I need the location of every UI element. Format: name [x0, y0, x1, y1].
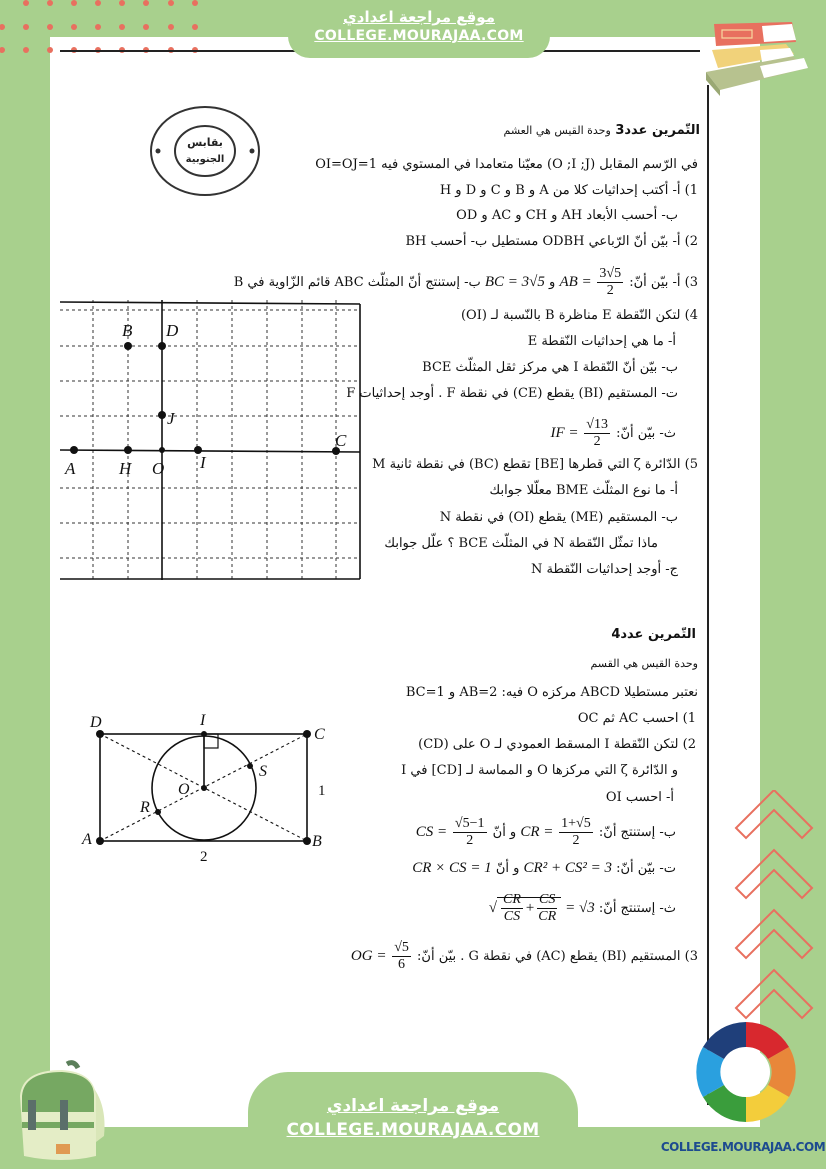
formula-sqrt: √ $\frac{CR}{CS}$ + $\frac{CS}{CR}$ = √3 — [488, 892, 595, 924]
formula-cs: CS = $\frac{√5-1}{2}$ — [415, 816, 485, 848]
item-number: 1) — [684, 183, 698, 198]
formula-bc: BC = 3√5 — [484, 273, 545, 290]
site-name-arabic[interactable]: موقع مراجعة اعدادي — [326, 1096, 500, 1116]
site-url-link[interactable]: COLLEGE.MOURAJAA.COM — [286, 1120, 540, 1140]
exercise3-title-text: التّمرين عدد3 — [615, 123, 700, 138]
ex4-item-2 — [418, 737, 696, 752]
formula-ab: AB = $\frac{3√5}{2}$ — [559, 266, 622, 298]
item-text: أ- بيّن أنّ: — [629, 274, 681, 290]
item-text: ت- بيّن أنّ: — [616, 861, 676, 876]
ex4-item-1 — [578, 711, 696, 726]
exercise3-unit: وحدة القيس هي العشم — [503, 124, 611, 137]
stamp-inner-line2: الجنوبية — [185, 154, 225, 165]
item-number: 5) — [684, 457, 698, 472]
height-label: 1 — [318, 783, 326, 799]
coordinate-grid-figure — [60, 300, 365, 585]
label-r: R — [140, 799, 150, 816]
formula-sum-squares: CR² + CS² = 3 — [523, 860, 612, 876]
ex3-item-3 — [234, 266, 698, 299]
stamp-inner-line1: بقابس — [187, 136, 223, 149]
ex3-item-5b-q: ماذا تمثّل النّقطة N في المثلّث BCE ؟ علّل جوابك — [384, 536, 658, 551]
point-label-c: C — [335, 431, 347, 450]
subjects-wheel-logo — [694, 1020, 799, 1125]
footer-logo-text[interactable]: COLLEGE.MOURAJAA.COM — [660, 1140, 826, 1154]
point-label-o: O — [152, 459, 165, 478]
item-text: ث- إستنتج أنّ: — [598, 900, 676, 916]
label-b: B — [312, 833, 322, 850]
item-number: 1) — [682, 711, 696, 726]
ex4-item-3 — [351, 940, 698, 973]
item-tail: ب- إستنتج أنّ المثلّث ABC قائم الزّاوية في B — [233, 274, 481, 290]
point-label-h: H — [119, 459, 132, 478]
site-name-arabic[interactable]: موقع مراجعة اعدادي — [343, 8, 495, 26]
site-header-banner[interactable] — [288, 0, 550, 58]
label-s: S — [259, 763, 267, 780]
formula-cr: CR = $\frac{1+√5}{2}$ — [520, 816, 591, 848]
item-text: لتكن النّقطة I المسقط العمودي لـ O على (CD) — [418, 737, 679, 752]
site-url-link[interactable]: COLLEGE.MOURAJAA.COM — [314, 28, 524, 44]
rectangle-circle-figure — [78, 708, 338, 868]
site-footer-banner[interactable] — [248, 1072, 578, 1169]
item-text: المستقيم (BI) يقطع (AC) في نقطة G . بيّن أنّ: — [417, 948, 681, 964]
item-number: 3) — [684, 274, 698, 290]
width-label: 2 — [200, 849, 208, 865]
item-number: 3) — [684, 948, 698, 964]
exercise4-unit: وحدة القيس هي القسم — [590, 657, 698, 670]
exercise4-intro: نعتبر مستطيلا ABCD مركزه O فيه: AB=2 و BC=1 — [405, 685, 698, 700]
formula-product: CR × CS = 1 — [412, 860, 492, 876]
books-stack-icon — [700, 10, 815, 100]
backpack-icon — [12, 1056, 112, 1166]
school-stamp — [148, 104, 263, 199]
ex3-item-1a — [440, 183, 698, 198]
item-text: لتكن النّقطة E مناظرة B بالنّسبة لـ (OI) — [460, 308, 681, 323]
ex3-item-5 — [372, 457, 698, 472]
point-label-j: J — [167, 409, 175, 428]
exercise3-intro: في الرّسم المقابل (O ;I ;J) معيّنا متعامدا في المستوي فيه OI=OJ=1 — [315, 157, 698, 172]
item-text: ث- بيّن أنّ: — [616, 425, 676, 441]
ex3-item-5c: ج- أوجد إحداثيات النّقطة N — [531, 562, 678, 577]
point-label-d: D — [166, 321, 179, 340]
page-right-rule — [707, 85, 709, 1105]
formula-if: IF = $\frac{√13}{2}$ — [550, 417, 608, 449]
conjunction: و — [549, 274, 556, 290]
exercise4-title: التّمرين عدد4 — [611, 627, 696, 642]
label-o: O — [178, 781, 190, 798]
ex3-item-4a: أ- ما هي إحداثيات النّقطة E — [527, 334, 676, 349]
ex3-item-4b: ب- بيّن أنّ النّقطة I هي مركز ثقل المثلّث BCE — [422, 360, 678, 375]
label-i: I — [200, 712, 206, 729]
ex3-item-4d — [551, 417, 677, 450]
ex3-item-1b: ب- أحسب الأبعاد AH و CH و AC و OD — [456, 208, 678, 223]
label-d: D — [90, 714, 102, 731]
conjunction: و أنّ — [492, 824, 517, 840]
item-text: احسب AC ثم OC — [577, 711, 679, 726]
chevron-up-decoration-icon — [732, 790, 822, 1040]
point-label-a: A — [65, 459, 76, 478]
item-text: ب- إستنتج أنّ: — [598, 824, 676, 840]
item-text: أ- بيّن أنّ الرّباعي ODBH مستطيل ب- أحسب BH — [405, 234, 681, 249]
item-text: الدّائرة ζ التي قطرها [BE] تقطع (BC) في نقطة ثانية M — [372, 457, 681, 472]
ex3-item-5a: أ- ما نوع المثلّث BME معلّلا جوابك — [489, 483, 678, 498]
ex3-item-4 — [461, 308, 698, 323]
item-number: 2) — [684, 234, 698, 249]
exercise3-title — [504, 123, 700, 138]
item-number: 2) — [682, 737, 696, 752]
point-label-b: B — [122, 321, 133, 340]
ex4-item-2-circle: و الدّائرة ζ التي مركزها O و المماسة لـ [CD] في I — [401, 763, 678, 778]
formula-og: OG = $\frac{√5}{6}$ — [350, 940, 409, 972]
item-number: 4) — [684, 308, 698, 323]
ex3-item-2 — [405, 234, 698, 249]
ex4-item-2a: أ- احسب OI — [605, 790, 674, 805]
label-a: A — [82, 831, 92, 848]
ex4-item-2b — [416, 816, 676, 849]
ex3-item-5b: ب- المستقيم (ME) يقطع (OI) في نقطة N — [439, 510, 678, 525]
ex3-item-4c: ت- المستقيم (BI) يقطع (CE) في نقطة F . أوجد إحداثيات F — [346, 386, 678, 401]
point-label-i: I — [200, 453, 206, 472]
ex4-item-2c — [412, 860, 676, 877]
conjunction: و أنّ — [495, 861, 520, 876]
ex4-item-2d — [489, 892, 676, 925]
label-c: C — [314, 726, 325, 743]
item-text: أ- أكتب إحداثيات كلا من A و B و C و D و H — [439, 183, 681, 198]
